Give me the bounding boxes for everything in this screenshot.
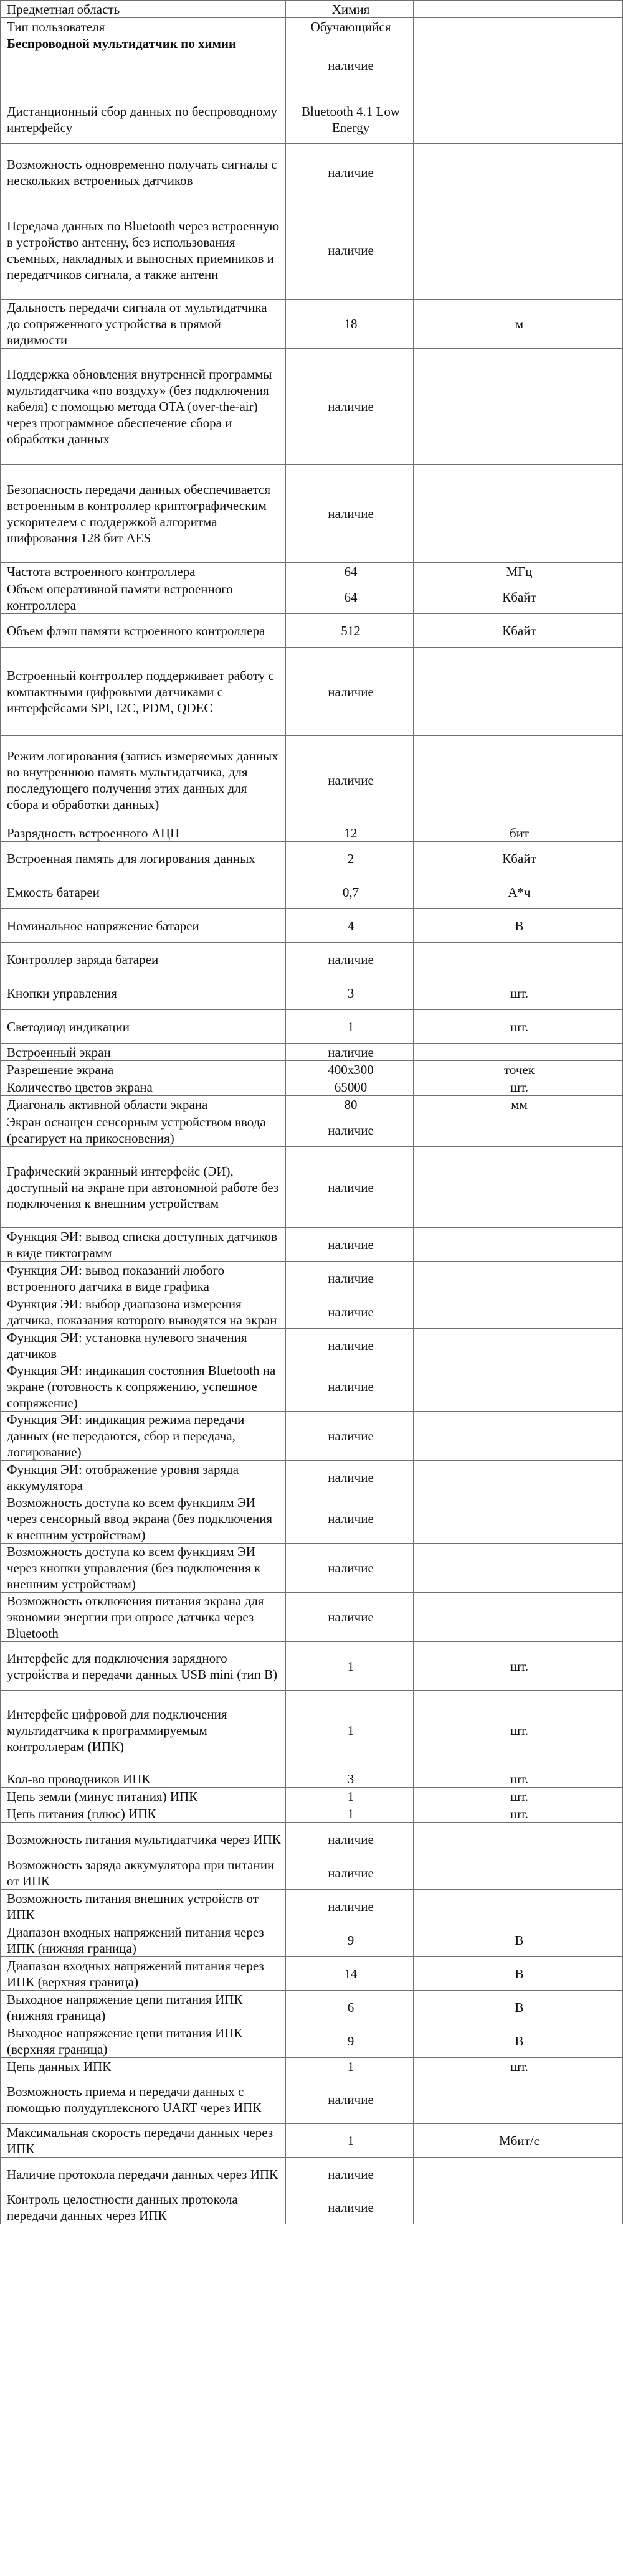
table-row (1, 976, 623, 1010)
table-row (1, 144, 623, 201)
parameter-cell: Емкость батареи (1, 875, 286, 909)
table-row (1, 465, 623, 563)
parameter-cell: Функция ЭИ: индикация состояния Bluetooth на экране (готовность к сопряжению, успешное сопряжение) (1, 1362, 286, 1412)
table-row (1, 1113, 623, 1147)
table-row (1, 300, 623, 349)
table-row (1, 1228, 623, 1262)
table-row (1, 1991, 623, 2024)
value-cell: 3 (286, 976, 414, 1010)
table-row (1, 1593, 623, 1642)
table-row (1, 1823, 623, 1856)
parameter-cell: Разрядность встроенного АЦП (1, 824, 286, 842)
unit-cell (414, 1362, 623, 1412)
value-cell: наличие (286, 201, 414, 300)
table-row (1, 2058, 623, 2075)
table-row (1, 1890, 623, 1923)
unit-cell: В (414, 2024, 623, 2058)
value-cell: 512 (286, 614, 414, 648)
parameter-cell: Диапазон входных напряжений питания через ИПК (верхняя граница) (1, 1957, 286, 1991)
parameter-cell: Цепь питания (плюс) ИПК (1, 1805, 286, 1823)
value-cell: наличие (286, 465, 414, 563)
table-row (1, 1923, 623, 1957)
table-row (1, 1642, 623, 1691)
unit-cell: шт. (414, 2058, 623, 2075)
value-cell: наличие (286, 35, 414, 95)
value-cell: 64 (286, 563, 414, 580)
unit-cell (414, 1412, 623, 1461)
table-row (1, 1295, 623, 1329)
unit-cell (414, 2075, 623, 2124)
parameter-cell: Разрешение экрана (1, 1061, 286, 1078)
table-row (1, 1957, 623, 1991)
parameter-cell: Дальность передачи сигнала от мультидатчика до сопряженного устройства в прямой видимости (1, 300, 286, 349)
table-row (1, 909, 623, 943)
unit-cell (414, 736, 623, 824)
unit-cell (414, 1147, 623, 1228)
table-row (1, 1262, 623, 1295)
value-cell: 1 (286, 2124, 414, 2158)
value-cell: наличие (286, 1890, 414, 1923)
unit-cell: Мбит/с (414, 2124, 623, 2158)
unit-cell: В (414, 1957, 623, 1991)
table-row (1, 1544, 623, 1593)
table-row (1, 875, 623, 909)
value-cell: наличие (286, 943, 414, 976)
unit-cell (414, 95, 623, 144)
table-row (1, 736, 623, 824)
value-cell: 64 (286, 580, 414, 614)
parameter-cell: Наличие протокола передачи данных через ИПК (1, 2158, 286, 2191)
parameter-cell: Функция ЭИ: отображение уровня заряда аккумулятора (1, 1461, 286, 1494)
table-row (1, 1078, 623, 1096)
table-row (1, 35, 623, 95)
unit-cell (414, 144, 623, 201)
table-row (1, 1856, 623, 1890)
unit-cell (414, 1295, 623, 1329)
table-row (1, 18, 623, 35)
value-cell: наличие (286, 1329, 414, 1362)
unit-cell: Кбайт (414, 842, 623, 875)
unit-cell: Кбайт (414, 614, 623, 648)
table-row (1, 1494, 623, 1544)
unit-cell (414, 1856, 623, 1890)
unit-cell (414, 201, 623, 300)
parameter-cell: Экран оснащен сенсорным устройством ввода (реагирует на прикосновения) (1, 1113, 286, 1147)
parameter-cell: Функция ЭИ: установка нулевого значения датчиков (1, 1329, 286, 1362)
table-row (1, 842, 623, 875)
value-cell: наличие (286, 1494, 414, 1544)
table-row (1, 824, 623, 842)
parameter-cell: Графический экранный интерфейс (ЭИ), доступный на экране при автономной работе без подключения к внешним устройствам (1, 1147, 286, 1228)
value-cell: 1 (286, 1788, 414, 1805)
value-cell: 1 (286, 1010, 414, 1044)
table-row (1, 1770, 623, 1788)
parameter-cell: Кол-во проводников ИПК (1, 1770, 286, 1788)
unit-cell: шт. (414, 1642, 623, 1691)
table-row (1, 1010, 623, 1044)
table-row (1, 1061, 623, 1078)
unit-cell: В (414, 1923, 623, 1957)
value-cell: наличие (286, 648, 414, 736)
table-row (1, 1461, 623, 1494)
table-row (1, 2024, 623, 2058)
parameter-cell: Функция ЭИ: вывод списка доступных датчиков в виде пиктограмм (1, 1228, 286, 1262)
parameter-cell: Возможность доступа ко всем функциям ЭИ через сенсорный ввод экрана (без подключения к внешним устройствам) (1, 1494, 286, 1544)
parameter-cell: Светодиод индикации (1, 1010, 286, 1044)
parameter-cell: Встроенный экран (1, 1044, 286, 1061)
parameter-cell: Функция ЭИ: выбор диапазона измерения датчика, показания которого выводятся на экран (1, 1295, 286, 1329)
value-cell: 1 (286, 1642, 414, 1691)
parameter-cell: Контроль целостности данных протокола передачи данных через ИПК (1, 2191, 286, 2224)
parameter-cell: Поддержка обновления внутренней программы мультидатчика «по воздуху» (без подключения кабеля) с помощью метода OTA (over-the-air) через программное обеспечение сбора и обработки данных (1, 349, 286, 465)
unit-cell: В (414, 1991, 623, 2024)
parameter-cell: Номинальное напряжение батареи (1, 909, 286, 943)
parameter-cell: Контроллер заряда батареи (1, 943, 286, 976)
value-cell: наличие (286, 1044, 414, 1061)
value-cell: 80 (286, 1096, 414, 1113)
table-row (1, 1362, 623, 1412)
table-row (1, 943, 623, 976)
value-cell: 3 (286, 1770, 414, 1788)
unit-cell: Кбайт (414, 580, 623, 614)
parameter-cell: Встроенная память для логирования данных (1, 842, 286, 875)
unit-cell (414, 1890, 623, 1923)
table-row (1, 563, 623, 580)
table-row (1, 614, 623, 648)
value-cell: наличие (286, 349, 414, 465)
value-cell: наличие (286, 2158, 414, 2191)
value-cell: Bluetooth 4.1 Low Energy (286, 95, 414, 144)
parameter-cell: Возможность питания внешних устройств от ИПК (1, 1890, 286, 1923)
unit-cell: шт. (414, 1770, 623, 1788)
parameter-cell: Интерфейс цифровой для подключения мультидатчика к программируемым контроллерам (ИПК) (1, 1691, 286, 1770)
parameter-cell: Объем оперативной памяти встроенного контроллера (1, 580, 286, 614)
value-cell: 14 (286, 1957, 414, 1991)
unit-cell (414, 2158, 623, 2191)
table-row (1, 1412, 623, 1461)
unit-cell: шт. (414, 1805, 623, 1823)
value-cell: наличие (286, 1461, 414, 1494)
value-cell: наличие (286, 1362, 414, 1412)
parameter-cell: Возможность питания мультидатчика через ИПК (1, 1823, 286, 1856)
table-row (1, 349, 623, 465)
table-row (1, 1691, 623, 1770)
parameter-cell: Возможность приема и передачи данных с помощью полудуплексного UART через ИПК (1, 2075, 286, 2124)
unit-cell: шт. (414, 1010, 623, 1044)
value-cell: 18 (286, 300, 414, 349)
unit-cell (414, 35, 623, 95)
table-row (1, 1096, 623, 1113)
unit-cell (414, 1823, 623, 1856)
parameter-cell: Тип пользователя (1, 18, 286, 35)
parameter-cell: Предметная область (1, 1, 286, 18)
parameter-cell: Функция ЭИ: вывод показаний любого встроенного датчика в виде графика (1, 1262, 286, 1295)
parameter-cell: Беспроводной мультидатчик по химии (1, 35, 286, 95)
parameter-cell: Кнопки управления (1, 976, 286, 1010)
unit-cell (414, 2191, 623, 2224)
unit-cell (414, 648, 623, 736)
unit-cell: шт. (414, 1691, 623, 1770)
table-row (1, 201, 623, 300)
unit-cell: м (414, 300, 623, 349)
parameter-cell: Частота встроенного контроллера (1, 563, 286, 580)
table-row (1, 1788, 623, 1805)
value-cell: 2 (286, 842, 414, 875)
value-cell: наличие (286, 1544, 414, 1593)
table-row (1, 2075, 623, 2124)
table-row (1, 1147, 623, 1228)
unit-cell (414, 1, 623, 18)
value-cell: Обучающийся (286, 18, 414, 35)
parameter-cell: Цепь земли (минус питания) ИПК (1, 1788, 286, 1805)
value-cell: наличие (286, 736, 414, 824)
table-row (1, 2191, 623, 2224)
table-row (1, 2158, 623, 2191)
value-cell: наличие (286, 1113, 414, 1147)
table-row (1, 1, 623, 18)
parameter-cell: Количество цветов экрана (1, 1078, 286, 1096)
value-cell: 400x300 (286, 1061, 414, 1078)
value-cell: 4 (286, 909, 414, 943)
unit-cell (414, 1262, 623, 1295)
value-cell: 1 (286, 1691, 414, 1770)
parameter-cell: Режим логирования (запись измеряемых данных во внутреннюю память мультидатчика, для последующего получения этих данных для сбора и обработки данных) (1, 736, 286, 824)
parameter-cell: Возможность доступа ко всем функциям ЭИ через кнопки управления (без подключения к внешним устройствам) (1, 1544, 286, 1593)
value-cell: наличие (286, 1412, 414, 1461)
value-cell: наличие (286, 1593, 414, 1642)
value-cell: 0,7 (286, 875, 414, 909)
unit-cell: точек (414, 1061, 623, 1078)
table-row (1, 1044, 623, 1061)
parameter-cell: Цепь данных ИПК (1, 2058, 286, 2075)
parameter-cell: Возможность отключения питания экрана для экономии энергии при опросе датчика через Bluetooth (1, 1593, 286, 1642)
table-row (1, 580, 623, 614)
table-row (1, 2124, 623, 2158)
unit-cell (414, 1593, 623, 1642)
unit-cell: шт. (414, 1788, 623, 1805)
parameter-cell: Выходное напряжение цепи питания ИПК (верхняя граница) (1, 2024, 286, 2058)
parameter-cell: Передача данных по Bluetooth через встроенную в устройство антенну, без использования съемных, накладных и выносных приемников и передатчиков сигнала, а также антенн (1, 201, 286, 300)
value-cell: 9 (286, 1923, 414, 1957)
table-row (1, 648, 623, 736)
value-cell: наличие (286, 1856, 414, 1890)
unit-cell (414, 1228, 623, 1262)
specification-table-body (1, 1, 623, 2224)
parameter-cell: Максимальная скорость передачи данных через ИПК (1, 2124, 286, 2158)
unit-cell (414, 1113, 623, 1147)
value-cell: 1 (286, 1805, 414, 1823)
unit-cell (414, 1329, 623, 1362)
unit-cell (414, 349, 623, 465)
table-row (1, 95, 623, 144)
value-cell: наличие (286, 1262, 414, 1295)
value-cell: 1 (286, 2058, 414, 2075)
value-cell: наличие (286, 1295, 414, 1329)
unit-cell: бит (414, 824, 623, 842)
parameter-cell: Возможность заряда аккумулятора при питании от ИПК (1, 1856, 286, 1890)
unit-cell: шт. (414, 976, 623, 1010)
parameter-cell: Дистанционный сбор данных по беспроводному интерфейсу (1, 95, 286, 144)
value-cell: наличие (286, 1228, 414, 1262)
value-cell: 12 (286, 824, 414, 842)
unit-cell (414, 943, 623, 976)
unit-cell (414, 1544, 623, 1593)
parameter-cell: Возможность одновременно получать сигналы с нескольких встроенных датчиков (1, 144, 286, 201)
parameter-cell: Диагональ активной области экрана (1, 1096, 286, 1113)
parameter-cell: Выходное напряжение цепи питания ИПК (нижняя граница) (1, 1991, 286, 2024)
parameter-cell: Объем флэш памяти встроенного контроллера (1, 614, 286, 648)
unit-cell: В (414, 909, 623, 943)
parameter-cell: Диапазон входных напряжений питания через ИПК (нижняя граница) (1, 1923, 286, 1957)
table-row (1, 1805, 623, 1823)
value-cell: Химия (286, 1, 414, 18)
parameter-cell: Функция ЭИ: индикация режима передачи данных (не передаются, сбор и передача, логирование) (1, 1412, 286, 1461)
value-cell: 9 (286, 2024, 414, 2058)
unit-cell (414, 18, 623, 35)
value-cell: наличие (286, 1823, 414, 1856)
table-row (1, 1329, 623, 1362)
parameter-cell: Интерфейс для подключения зарядного устройства и передачи данных USB mini (тип В) (1, 1642, 286, 1691)
unit-cell: А*ч (414, 875, 623, 909)
unit-cell (414, 1494, 623, 1544)
value-cell: наличие (286, 2075, 414, 2124)
value-cell: наличие (286, 144, 414, 201)
value-cell: 6 (286, 1991, 414, 2024)
unit-cell (414, 1044, 623, 1061)
unit-cell (414, 465, 623, 563)
unit-cell: МГц (414, 563, 623, 580)
unit-cell: шт. (414, 1078, 623, 1096)
parameter-cell: Встроенный контроллер поддерживает работу с компактными цифровыми датчиками с интерфейсами SPI, I2C, PDM, QDEC (1, 648, 286, 736)
value-cell: 65000 (286, 1078, 414, 1096)
value-cell: наличие (286, 1147, 414, 1228)
value-cell: наличие (286, 2191, 414, 2224)
unit-cell: мм (414, 1096, 623, 1113)
parameter-cell: Безопасность передачи данных обеспечивается встроенным в контроллер криптографическим ускорителем с поддержкой алгоритма шифрования 128 бит AES (1, 465, 286, 563)
unit-cell (414, 1461, 623, 1494)
